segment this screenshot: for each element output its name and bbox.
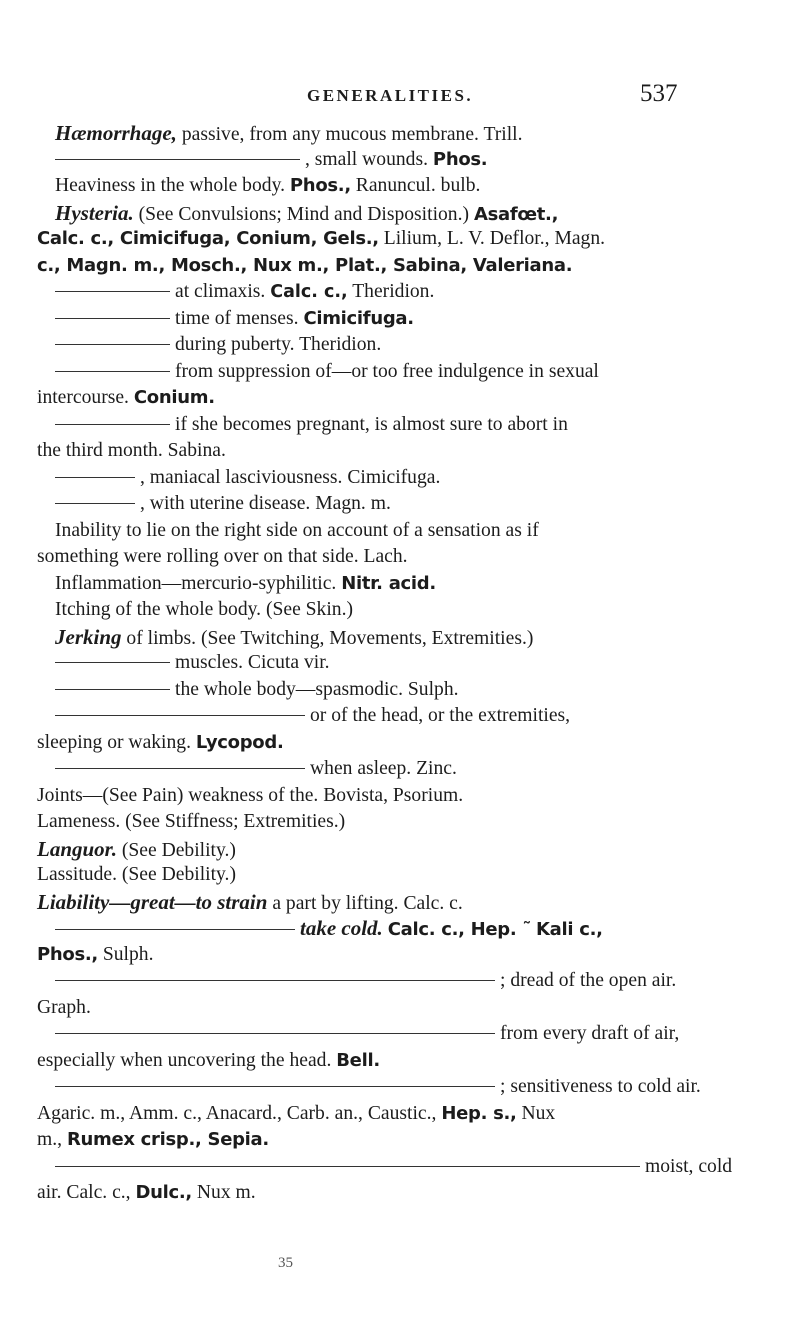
text-line: , maniacal lasciviousness. Cimicifuga. [37,465,770,492]
text-line: ; dread of the open air. [37,968,770,995]
ditto-dash [55,1086,495,1087]
text-line: Heaviness in the whole body. Phos., Ranuncul. bulb. [55,175,481,196]
ditto-dash [55,424,170,425]
text-line: from every draft of air, [37,1021,770,1048]
text-line: the whole body—spasmodic. Sulph. [37,677,770,704]
ditto-dash [55,344,170,345]
ditto-dash [55,980,495,981]
text-line: Phos., Sulph. [37,943,154,965]
entry-liability: Liability—great—to strain a part by lifting. Calc. c. [37,889,463,914]
ditto-dash [55,1033,495,1034]
text-line: moist, cold [37,1154,770,1181]
text-line: Joints—(See Pain) weakness of the. Bovista, Psorium. [37,784,464,806]
text-line: , with uterine disease. Magn. m. [37,491,770,518]
page-number: 537 [640,80,678,107]
text-line: Agaric. m., Amm. c., Anacard., Carb. an., Caustic., Hep. s., Nux [37,1102,556,1124]
text-line: or of the head, or the extremities, [37,703,770,730]
text-line: from suppression of—or too free indulgence in sexual [37,359,770,386]
text-line: during puberty. Theridion. [37,332,770,359]
running-head: GENERALITIES. [307,86,474,105]
page-header [0,80,800,116]
ditto-dash [55,715,305,716]
text-line: at climaxis. Calc. c., Theridion. [37,279,770,306]
text-line: , small wounds. Phos. [37,147,770,174]
ditto-dash [55,662,170,663]
text-line: especially when uncovering the head. Bell. [37,1049,380,1071]
ditto-dash [55,159,300,160]
text-line: air. Calc. c., Dulc., Nux m. [37,1182,256,1203]
body-text [37,120,770,1207]
text-line: time of menses. Cimicifuga. [37,306,770,333]
ditto-dash [55,477,135,478]
ditto-dash [55,689,170,690]
text-line: if she becomes pregnant, is almost sure to abort in [37,412,770,439]
entry-jerking: Jerking of limbs. (See Twitching, Movements, Extremities.) [55,624,534,649]
signature-mark: 35 [278,1255,293,1271]
text-line: when asleep. Zinc. [37,756,770,783]
text-line: Lassitude. (See Debility.) [37,864,236,885]
text-line: Graph. [37,996,91,1018]
ditto-dash [55,1166,640,1167]
ditto-dash [55,371,170,372]
text-line: m., Rumex crisp., Sepia. [37,1129,269,1150]
entry-hysteria: Hysteria. (See Convulsions; Mind and Disposition.) Asafœt., [55,200,559,225]
text-line: Lameness. (See Stiffness; Extremities.) [37,811,346,832]
entry-languor: Languor. (See Debility.) [37,836,236,861]
ditto-dash [55,291,170,292]
text-line: Calc. c., Cimicifuga, Conium, Gels., Lilium, L. V. Deflor., Magn. [37,228,606,249]
entry-haemorrhage: Hæmorrhage, passive, from any mucous membrane. Trill. [55,121,523,145]
text-line: Inflammation—mercurio-syphilitic. Nitr. acid. [55,572,436,594]
ditto-dash [55,503,135,504]
text-line: Itching of the whole body. (See Skin.) [55,599,354,620]
text-line: intercourse. Conium. [37,387,215,408]
text-line: something were rolling over on that side. Lach. [37,546,408,567]
ditto-dash [55,929,295,930]
text-line: muscles. Cicuta vir. [37,650,770,677]
text-line: take cold. Calc. c., Hep. ˜ Kali c., [37,915,770,942]
ditto-dash [55,768,305,769]
text-line: ; sensitiveness to cold air. [37,1074,770,1101]
text-line: the third month. Sabina. [37,440,226,461]
text-line: sleeping or waking. Lycopod. [37,731,284,753]
text-line: c., Magn. m., Mosch., Nux m., Plat., Sabina, Valeriana. [37,254,573,276]
ditto-dash [55,318,170,319]
text-line: Inability to lie on the right side on account of a sensation as if [55,519,539,541]
